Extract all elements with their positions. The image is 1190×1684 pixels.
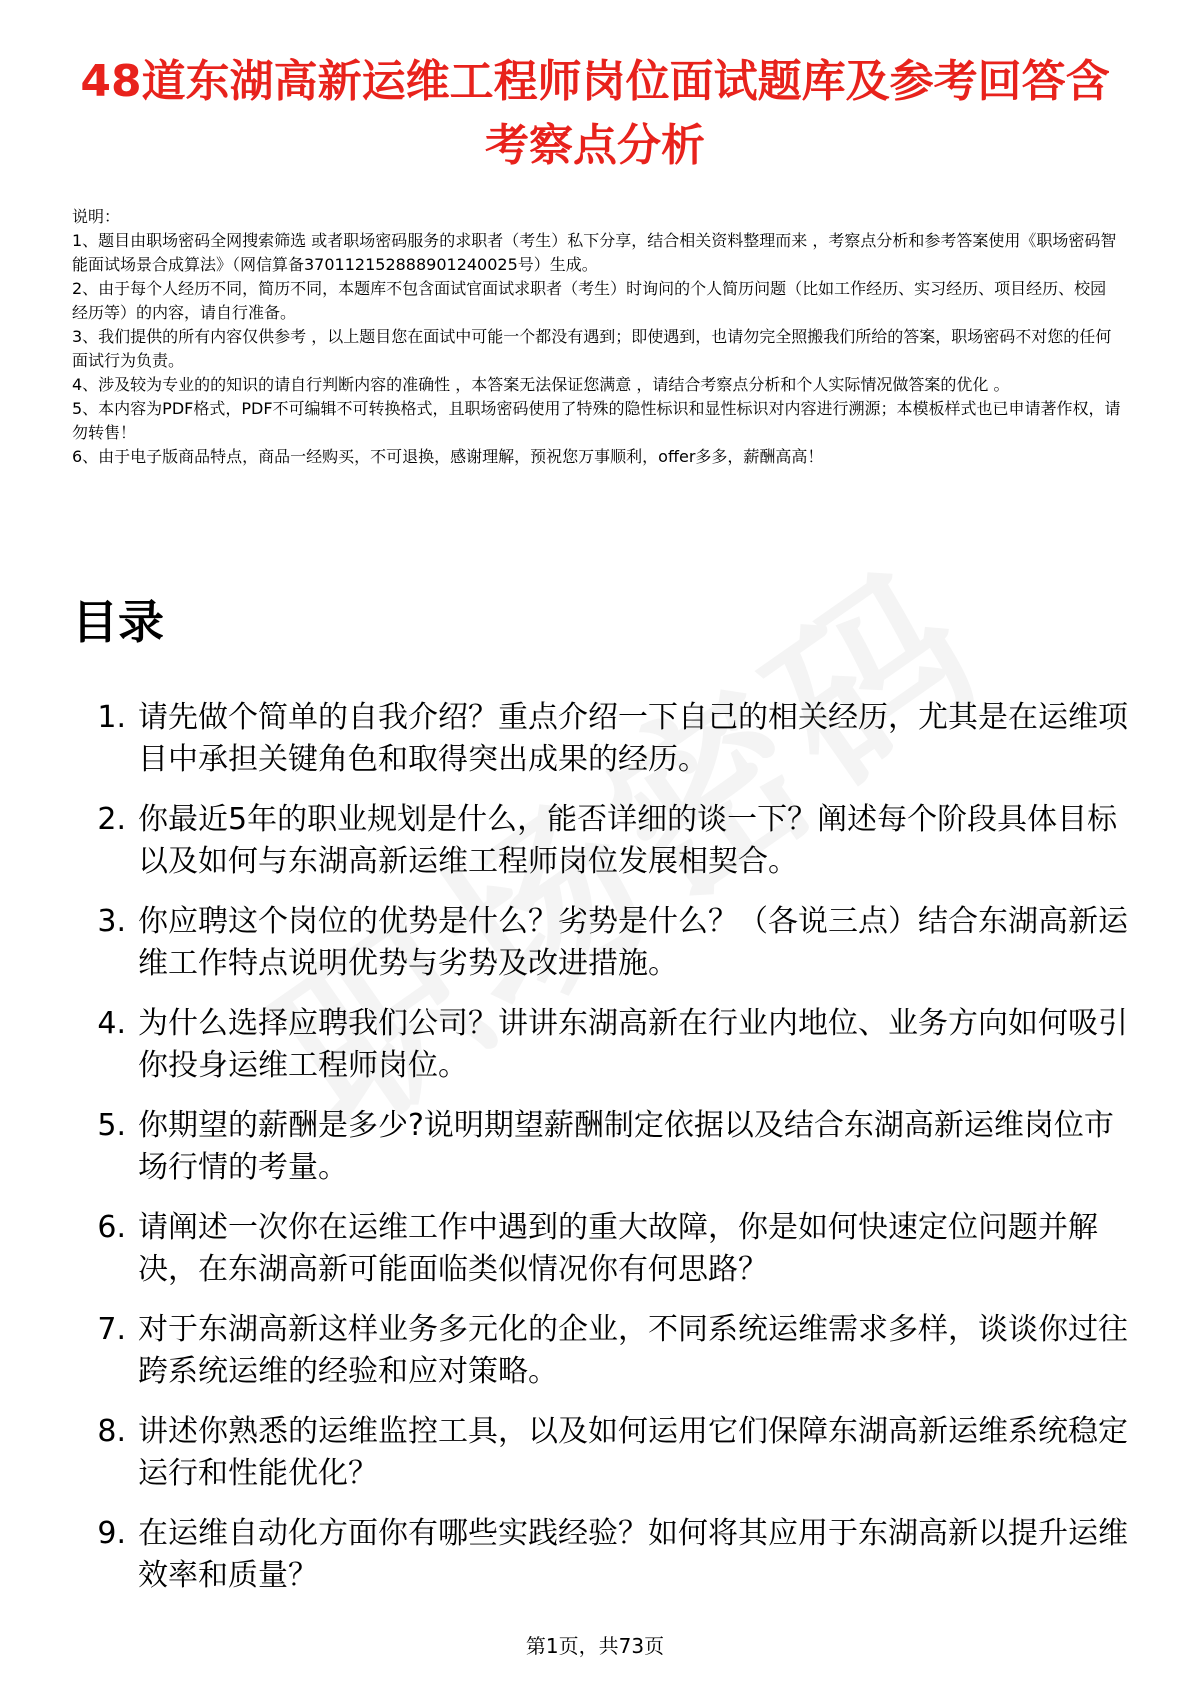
toc-item-text: 你应聘这个岗位的优势是什么？劣势是什么？（各说三点）结合东湖高新运维工作特点说明优势与劣势及改进措施。 bbox=[138, 904, 1128, 981]
note-item: 2、由于每个人经历不同，简历不同，本题库不包含面试官面试求职者（考生）时询问的个人简历问题（比如工作经历、实习经历、项目经历、校园经历等）的内容，请自行准备。 bbox=[72, 279, 1107, 322]
toc-item-text: 请先做个简单的自我介绍？重点介绍一下自己的相关经历，尤其是在运维项目中承担关键角色和取得突出成果的经历。 bbox=[138, 700, 1128, 777]
toc-item-number: 8. bbox=[97, 1414, 126, 1449]
toc-heading: 目录 bbox=[72, 595, 164, 649]
toc-item[interactable] bbox=[72, 1105, 1132, 1189]
toc-item-number: 3. bbox=[97, 904, 126, 939]
toc-item-number: 4. bbox=[97, 1006, 126, 1041]
toc-item[interactable] bbox=[72, 799, 1132, 883]
toc-item-number: 2. bbox=[97, 802, 126, 837]
toc-item[interactable] bbox=[72, 1207, 1132, 1291]
note-item: 6、由于电子版商品特点，商品一经购买，不可退换，感谢理解，预祝您万事顺利，offer多多，薪酬高高！ bbox=[72, 447, 824, 466]
note-item: 3、我们提供的所有内容仅供参考 ，以上题目您在面试中可能一个都没有遇到；即使遇到，也请勿完全照搬我们所给的答案，职场密码不对您的任何面试行为负责。 bbox=[72, 327, 1112, 370]
note-item: 1、题目由职场密码全网搜索筛选 或者职场密码服务的求职者（考生）私下分享，结合相关资料整理而来 ，考察点分析和参考答案使用《职场密码智能面试场景合成算法》（网信算备370112152888901240025号）生成。 bbox=[72, 231, 1117, 274]
toc-item-number: 9. bbox=[97, 1516, 126, 1551]
toc-item-number: 6. bbox=[97, 1210, 126, 1245]
toc-item[interactable] bbox=[72, 1513, 1132, 1597]
document-title: 48道东湖高新运维工程师岗位面试题库及参考回答含考察点分析 bbox=[80, 56, 1110, 171]
toc-item-text: 对于东湖高新这样业务多元化的企业，不同系统运维需求多样，谈谈你过往跨系统运维的经验和应对策略。 bbox=[138, 1312, 1128, 1389]
toc-item-text: 你期望的薪酬是多少?说明期望薪酬制定依据以及结合东湖高新运维岗位市场行情的考量。 bbox=[138, 1108, 1114, 1185]
toc-item-number: 7. bbox=[97, 1312, 126, 1347]
toc-item[interactable] bbox=[72, 1003, 1132, 1087]
toc-item-text: 为什么选择应聘我们公司？讲讲东湖高新在行业内地位、业务方向如何吸引你投身运维工程师岗位。 bbox=[138, 1006, 1128, 1083]
toc-item[interactable] bbox=[72, 901, 1132, 985]
note-item: 4、涉及较为专业的的知识的请自行判断内容的准确性 ，本答案无法保证您满意 ，请结合考察点分析和个人实际情况做答案的优化 。 bbox=[72, 375, 1010, 394]
toc-item-text: 在运维自动化方面你有哪些实践经验？如何将其应用于东湖高新以提升运维效率和质量？ bbox=[138, 1516, 1128, 1593]
toc-item-number: 5. bbox=[97, 1108, 126, 1143]
notes-heading: 说明： bbox=[72, 207, 121, 226]
notes-section bbox=[72, 205, 1122, 469]
toc-item-text: 讲述你熟悉的运维监控工具，以及如何运用它们保障东湖高新运维系统稳定运行和性能优化？ bbox=[138, 1414, 1128, 1491]
toc-item[interactable] bbox=[72, 1411, 1132, 1495]
page-footer: 第1页，共73页 bbox=[525, 1634, 665, 1658]
toc-item-text: 请阐述一次你在运维工作中遇到的重大故障，你是如何快速定位问题并解决，在东湖高新可能面临类似情况你有何思路？ bbox=[138, 1210, 1098, 1287]
toc-item-text: 你最近5年的职业规划是什么，能否详细的谈一下？阐述每个阶段具体目标以及如何与东湖高新运维工程师岗位发展相契合。 bbox=[138, 802, 1118, 879]
table-of-contents bbox=[72, 697, 1132, 1615]
toc-item-number: 1. bbox=[97, 700, 126, 735]
toc-item[interactable] bbox=[72, 1309, 1132, 1393]
toc-item[interactable] bbox=[72, 697, 1132, 781]
note-item: 5、本内容为PDF格式，PDF不可编辑不可转换格式，且职场密码使用了特殊的隐性标识和显性标识对内容进行溯源；本模板样式也已申请著作权，请勿转售！ bbox=[72, 399, 1121, 442]
